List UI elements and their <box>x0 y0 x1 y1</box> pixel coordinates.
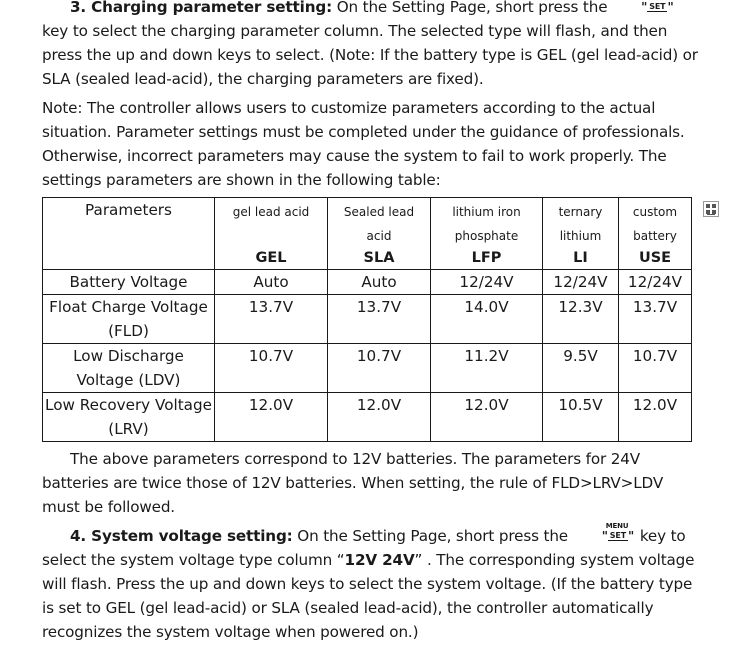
set-key-icon: " SET " <box>641 0 674 14</box>
table-cell: 10.7V <box>328 344 431 393</box>
table-cell: 13.7V <box>328 295 431 344</box>
menu-set-key-icon: MENU " SET " <box>601 522 635 543</box>
section-4-paragraph <box>42 524 702 644</box>
table-cell: 12/24V <box>543 270 619 295</box>
section-3-paragraph <box>42 0 702 91</box>
section-4-text-a: On the Setting Page, short press the <box>292 527 573 545</box>
row-label: Low Discharge Voltage (LDV) <box>43 344 215 393</box>
table-cell: 12.0V <box>215 393 328 442</box>
table-cell: 9.5V <box>543 344 619 393</box>
table-cell: 10.7V <box>619 344 692 393</box>
section-3-text-b: key to select the charging parameter column. The selected type will flash, and then press the up and down keys to select. (Note: If the battery type is GEL (gel lead-acid) or SLA (sealed lead-acid), the charging parameters are fixed). <box>42 22 698 88</box>
table-cell: 10.5V <box>543 393 619 442</box>
after-table-paragraph: The above parameters correspond to 12V batteries. The parameters for 24V batteries are twice those of 12V batteries. When setting, the rule of FLD>LRV>LDV must be followed. <box>42 450 664 516</box>
section-4-heading: 4. System voltage setting: <box>70 527 293 545</box>
table-cell: Auto <box>215 270 328 295</box>
parameters-table <box>42 197 692 442</box>
table-cell: 11.2V <box>431 344 543 393</box>
qr-code-icon[interactable] <box>703 201 719 217</box>
table-row <box>43 270 692 295</box>
row-label: Low Recovery Voltage (LRV) <box>43 393 215 442</box>
table-cell: Auto <box>328 270 431 295</box>
section-3-text-a: On the Setting Page, short press the <box>332 0 613 16</box>
table-row <box>43 295 692 344</box>
table-header-row <box>43 198 692 270</box>
header-lfp: lithium iron phosphate LFP <box>431 198 543 270</box>
note-paragraph: Note: The controller allows users to customize parameters according to the actual situation. Parameter settings must be completed under the guidance of professionals. Otherwise, incorrect parameters may cause the system to fail to work properly. The settings parameters are shown in the following table: <box>42 99 685 189</box>
row-label: Float Charge Voltage (FLD) <box>43 295 215 344</box>
table-cell: 13.7V <box>619 295 692 344</box>
table-cell: 10.7V <box>215 344 328 393</box>
row-label: Battery Voltage <box>43 270 215 295</box>
table-cell: 12/24V <box>619 270 692 295</box>
table-cell: 12/24V <box>431 270 543 295</box>
table-cell: 14.0V <box>431 295 543 344</box>
header-parameters: Parameters <box>43 198 215 270</box>
voltage-options: 12V 24V <box>344 551 415 569</box>
table-cell: 12.0V <box>619 393 692 442</box>
table-row <box>43 393 692 442</box>
table-cell: 12.3V <box>543 295 619 344</box>
header-gel: gel lead acid GEL <box>215 198 328 270</box>
header-li: ternary lithium LI <box>543 198 619 270</box>
section-4-text-b: key to select the system voltage type column “ <box>42 527 686 569</box>
section-4-text-c: ” . The corresponding system voltage will flash. Press the up and down keys to select the system voltage. (If the battery type is set to GEL (gel lead-acid) or SLA (sealed lead-acid), the controller automatically recognizes the system voltage when powered on.) <box>42 551 695 641</box>
table-row <box>43 344 692 393</box>
table-cell: 12.0V <box>431 393 543 442</box>
table-cell: 13.7V <box>215 295 328 344</box>
header-sla: Sealed lead acid SLA <box>328 198 431 270</box>
section-3-heading: 3. Charging parameter setting: <box>70 0 333 16</box>
table-cell: 12.0V <box>328 393 431 442</box>
header-use: custom battery USE <box>619 198 692 270</box>
